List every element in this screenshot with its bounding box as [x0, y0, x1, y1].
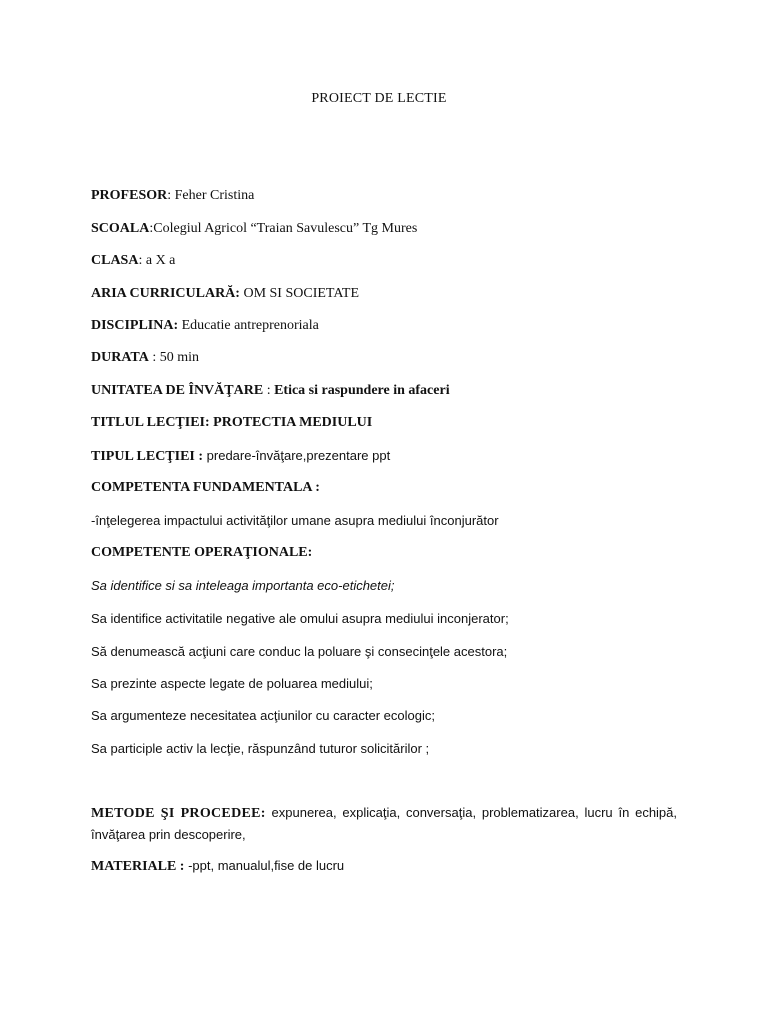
competenta-fundamentala-heading	[91, 478, 681, 498]
competenta-item: Sa identifice activitatile negative ale omului asupra mediului inconjerator;	[91, 611, 509, 626]
metode-value: expunerea, explicaţia, conversaţia, problematizarea, lucru în echipă, învăţarea prin descoperire,	[91, 805, 678, 842]
unitatea-separator: :	[263, 383, 275, 398]
disciplina-line	[91, 316, 681, 336]
metode-label: METODE ŞI PROCEDEE:	[91, 806, 266, 821]
titlul-label: TITLUL LECŢIEI: PROTECTIA MEDIULUI	[91, 415, 373, 430]
unitatea-line	[91, 381, 681, 401]
competenta-fundamentala-value: -înţelegerea impactului activităţilor umane asupra mediului înconjurător	[91, 513, 499, 528]
competente-operationale-heading	[91, 543, 681, 563]
metode-paragraph	[91, 802, 677, 846]
tipul-value: predare-învăţare,prezentare ppt	[203, 448, 391, 463]
scoala-value: :Colegiul Agricol “Traian Savulescu” Tg Mures	[149, 221, 418, 236]
durata-value: : 50 min	[148, 350, 199, 365]
competenta-item: Sa argumenteze necesitatea acţiunilor cu caracter ecologic;	[91, 708, 435, 723]
scoala-line	[91, 219, 681, 239]
competente-operationale-label: COMPETENTE OPERAŢIONALE:	[91, 545, 313, 560]
aria-label: ARIA CURRICULARĂ:	[91, 286, 240, 301]
materiale-label: MATERIALE :	[91, 859, 185, 874]
competenta-item: Sa participle activ la lecţie, răspunzând tuturor solicitărilor ;	[91, 741, 430, 756]
disciplina-value: Educatie antreprenoriala	[178, 318, 319, 333]
competenta-item: Sa prezinte aspecte legate de poluarea mediului;	[91, 676, 373, 691]
unitatea-value: Etica si raspundere in afaceri	[274, 383, 450, 398]
tipul-label: TIPUL LECŢIEI :	[91, 449, 204, 464]
profesor-line	[91, 186, 681, 206]
clasa-label: CLASA	[91, 253, 139, 268]
scoala-label: SCOALA	[91, 221, 150, 236]
materiale-value: -ppt, manualul,fise de lucru	[184, 858, 345, 873]
profesor-label: PROFESOR	[91, 188, 168, 203]
durata-line	[91, 348, 681, 368]
disciplina-label: DISCIPLINA:	[91, 318, 179, 333]
competenta-fundamentala-label: COMPETENTA FUNDAMENTALA :	[91, 480, 320, 495]
durata-label: DURATA	[91, 350, 149, 365]
aria-value: OM SI SOCIETATE	[239, 286, 360, 301]
clasa-line	[91, 251, 681, 271]
competenta-item: Sa identifice si sa inteleaga importanta eco-etichetei;	[91, 578, 395, 593]
titlul-line	[91, 413, 681, 433]
aria-line	[91, 284, 681, 304]
unitatea-label: UNITATEA DE ÎNVĂŢARE	[91, 383, 264, 398]
competenta-item: Să denumească acţiuni care conduc la poluare şi consecinţele acestora;	[91, 644, 508, 659]
tipul-line	[91, 446, 681, 467]
materiale-line	[91, 856, 681, 877]
profesor-value: : Feher Cristina	[167, 188, 255, 203]
document-title: PROIECT DE LECTIE	[311, 91, 447, 106]
clasa-value: : a X a	[138, 253, 176, 268]
